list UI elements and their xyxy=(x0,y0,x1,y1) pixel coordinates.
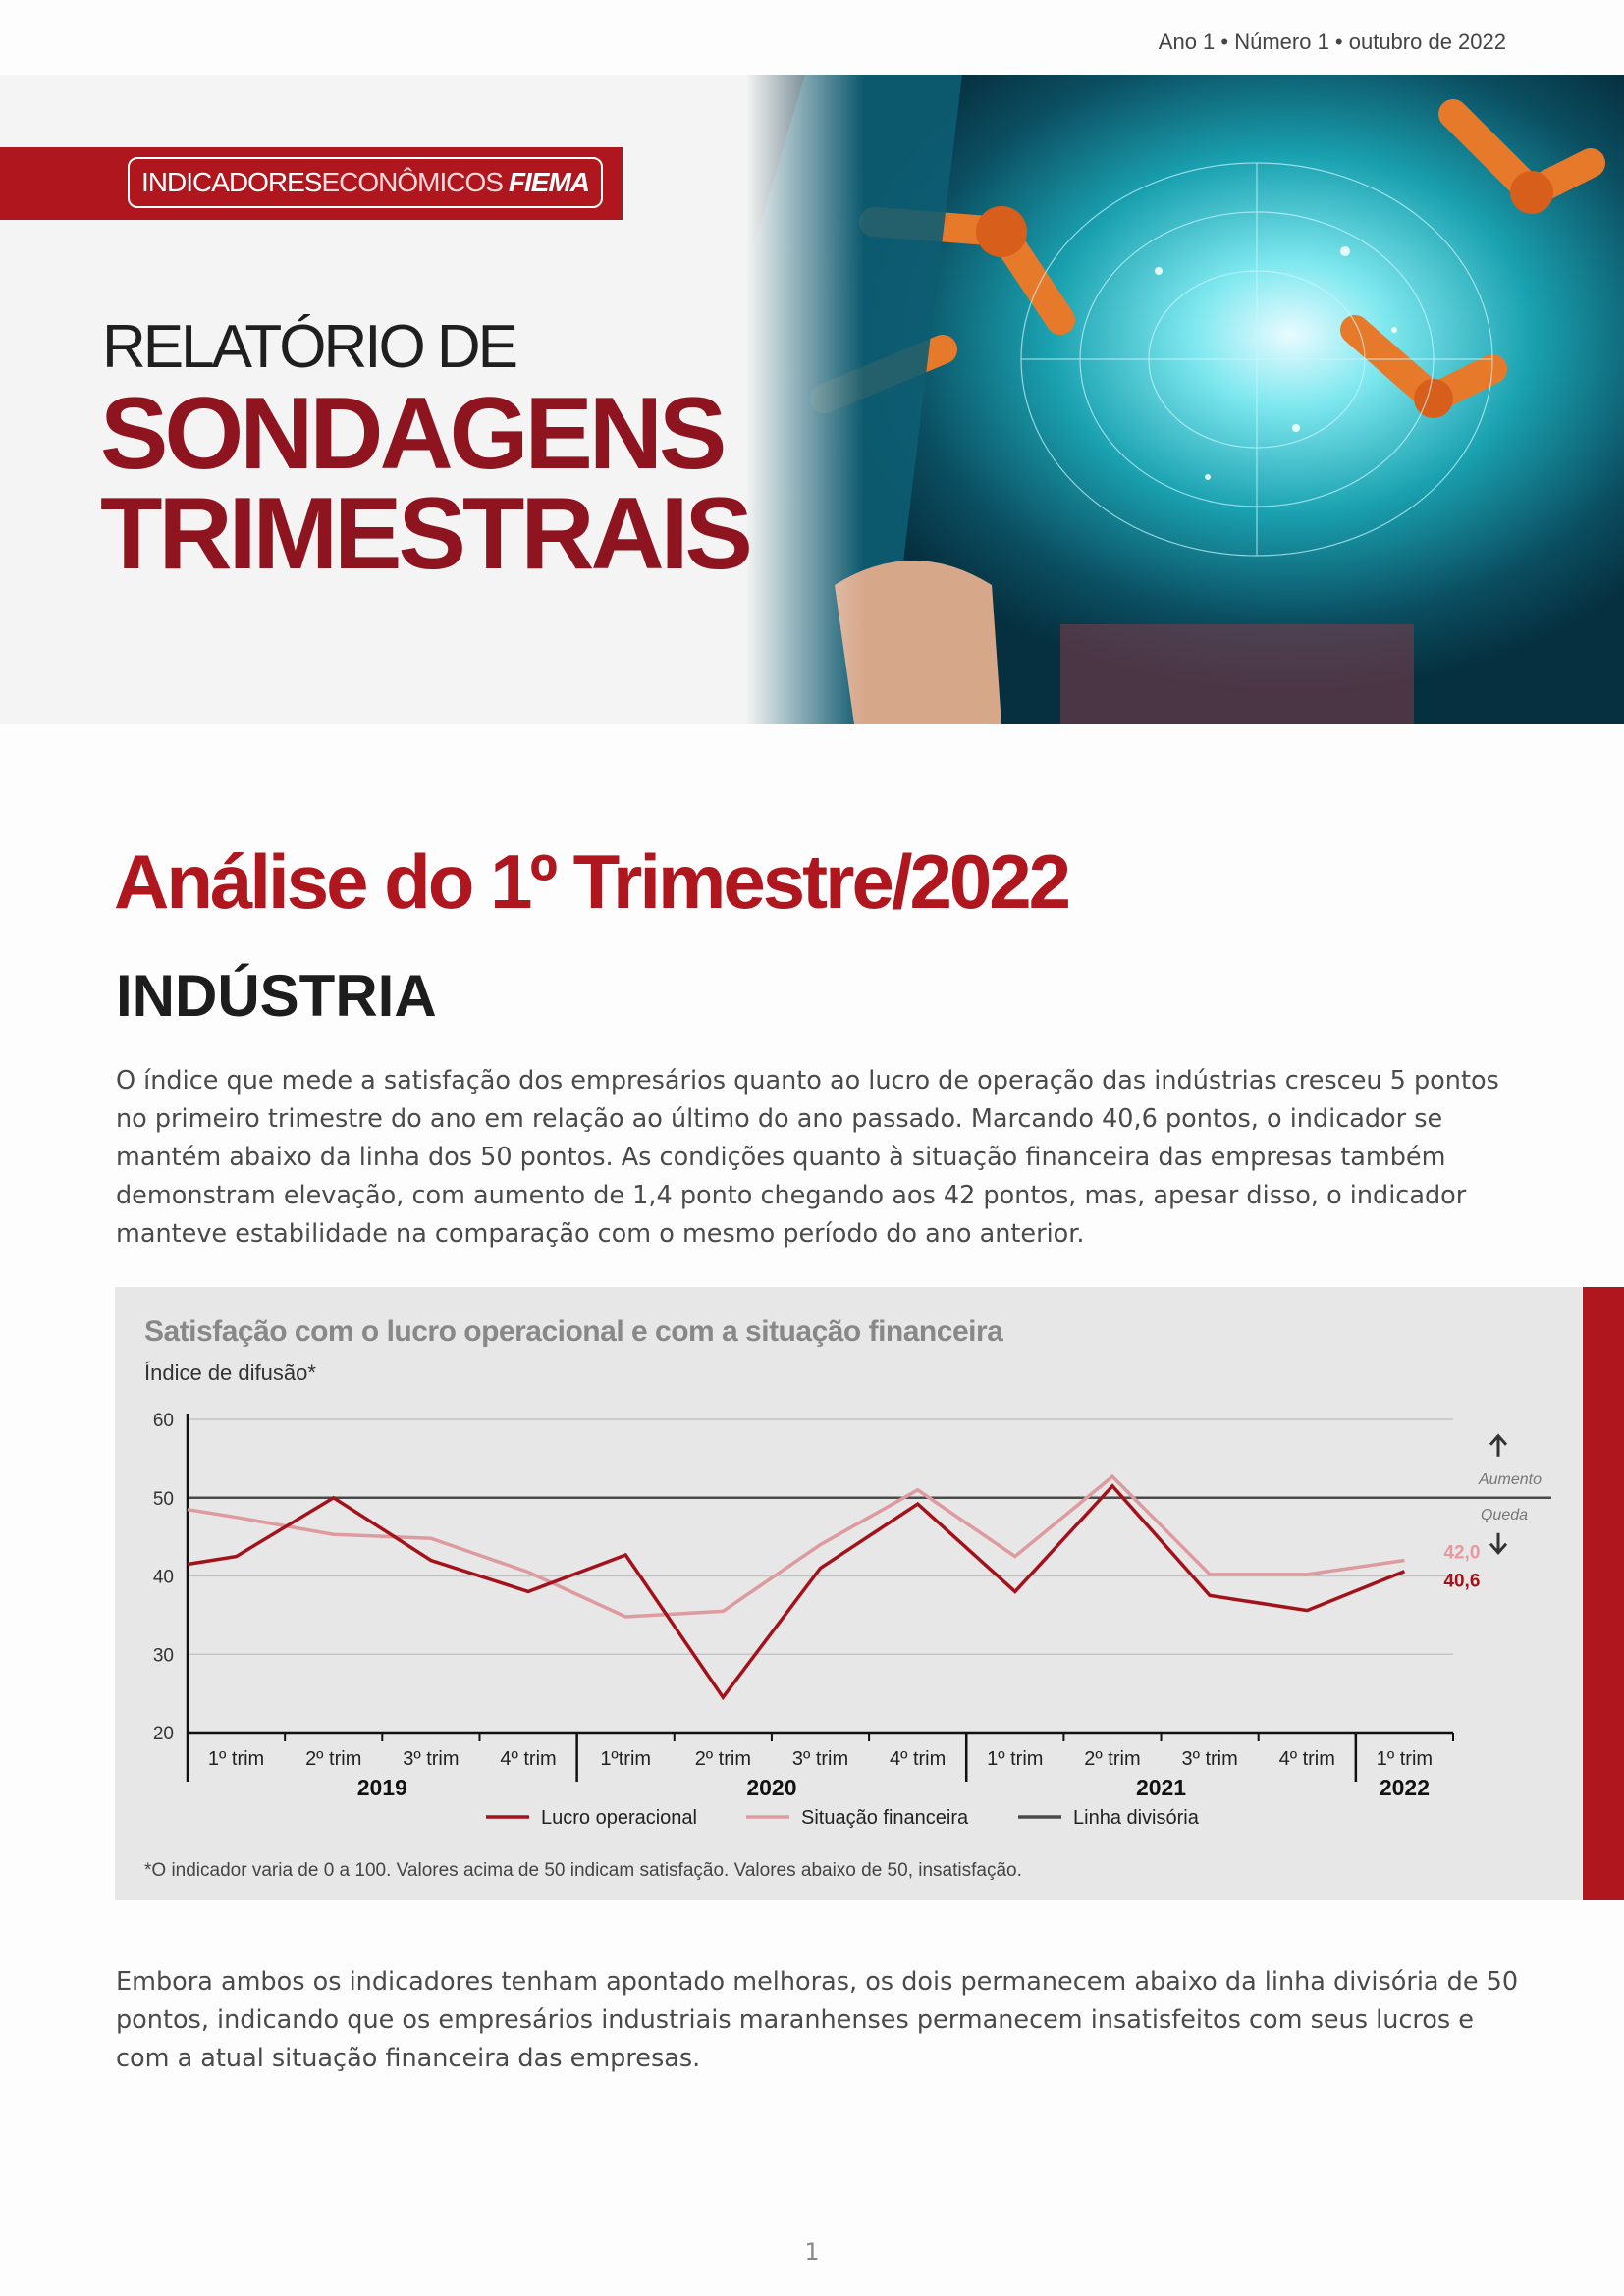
report-title-line1: RELATÓRIO DE xyxy=(102,313,516,381)
paragraph-intro: O índice que mede a satisfação dos empresários quanto ao lucro de operação das indústrias cresceu 5 pontos no primeiro trimestre do ano em relação ao último do ano passado. Marcando 40,6 pontos, o indicador se mantém abaixo da linha dos 50 pontos. As condições quanto à situação financeira das empresas também demonstram elevação, com aumento de 1,4 ponto chegando aos 42 pontos, mas, apesar disso, o indicador manteve estabilidade na comparação com o mesmo período do ano anterior. xyxy=(116,1066,1499,1249)
chart-title: Satisfação com o lucro operacional e com a situação financeira xyxy=(144,1315,1003,1348)
y-tick-label: 60 xyxy=(152,1411,174,1431)
y-tick-label: 50 xyxy=(152,1488,174,1510)
x-tick-label: 1º trim xyxy=(207,1748,265,1770)
issue-info: Ano 1 • Número 1 • outubro de 2022 xyxy=(1158,29,1506,54)
x-tick-label: 2º trim xyxy=(694,1748,752,1770)
brand-logo: INDICADORES ECONÔMICOS FIEMA xyxy=(128,157,603,208)
legend-linha-divisoria-label: Linha divisória xyxy=(1073,1807,1199,1829)
x-tick-label: 2º trim xyxy=(1084,1748,1141,1770)
up-label: Aumento xyxy=(1478,1470,1543,1488)
x-tick-label: 4º trim xyxy=(1278,1748,1335,1770)
y-tick-label: 40 xyxy=(152,1567,174,1588)
line-chart xyxy=(115,1394,1582,1855)
year-label: 2022 xyxy=(1379,1775,1431,1800)
arrow-up-icon xyxy=(1490,1436,1506,1457)
x-tick-label: 3º trim xyxy=(403,1748,460,1770)
x-tick-label: 1º trim xyxy=(987,1748,1044,1770)
x-tick-label: 2º trim xyxy=(305,1748,362,1770)
paragraph-conclusion: Embora ambos os indicadores tenham apontado melhoras, os dois permanecem abaixo da linha divisória de 50 pontos, indicando que os empresários industriais maranhenses permanecem insatisfeitos com seus lucros e com a atual situação financeira das empresas. xyxy=(116,1967,1519,2073)
sector-heading: INDÚSTRIA xyxy=(116,963,437,1029)
y-tick-label: 20 xyxy=(152,1724,174,1744)
series-line-lucro-operacional xyxy=(188,1486,1404,1697)
hero-image xyxy=(746,75,1624,724)
x-tick-label: 4º trim xyxy=(889,1748,947,1770)
report-title-line3: TRIMESTRAIS xyxy=(100,477,749,591)
x-tick-label: 3º trim xyxy=(791,1748,849,1770)
chart-ylabel: Índice de difusão* xyxy=(144,1361,316,1385)
year-label: 2021 xyxy=(1135,1775,1187,1800)
legend-situacao-financeira-label: Situação financeira xyxy=(801,1807,969,1829)
x-tick-label: 3º trim xyxy=(1181,1748,1238,1770)
report-title-line2: SONDAGENS xyxy=(100,377,724,491)
arrow-down-icon xyxy=(1490,1533,1506,1553)
page-number: 1 xyxy=(804,2238,820,2266)
chart-accent-stripe xyxy=(1583,1287,1624,1900)
end-label-lucro: 40,6 xyxy=(1443,1571,1481,1592)
x-tick-label: 4º trim xyxy=(500,1748,557,1770)
year-label: 2019 xyxy=(356,1775,407,1800)
x-tick-label: 1ºtrim xyxy=(600,1748,652,1770)
year-label: 2020 xyxy=(746,1775,797,1800)
section-heading: Análise do 1º Trimestre/2022 xyxy=(114,838,1069,925)
legend-lucro-operacional-label: Lucro operacional xyxy=(541,1807,697,1829)
end-label-situacao: 42,0 xyxy=(1443,1542,1481,1564)
down-label: Queda xyxy=(1480,1506,1529,1523)
y-tick-label: 30 xyxy=(152,1645,174,1667)
chart-footnote: *O indicador varia de 0 a 100. Valores acima de 50 indicam satisfação. Valores abaixo de 50, insatisfação. xyxy=(144,1860,1022,1881)
x-tick-label: 1º trim xyxy=(1376,1748,1434,1770)
